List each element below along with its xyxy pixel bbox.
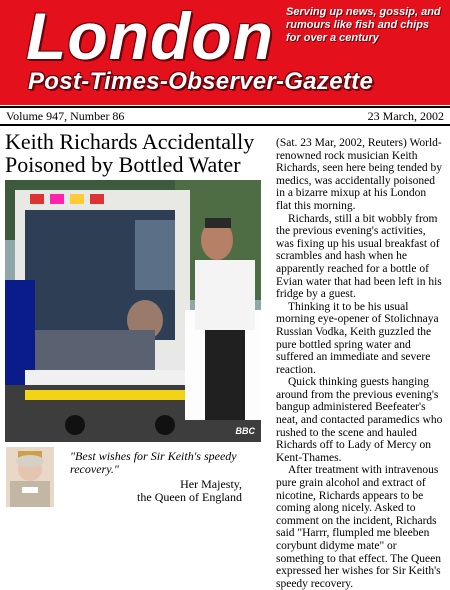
dateline-bar	[0, 106, 450, 126]
quote-text: "Best wishes for Sir Keith's speedy recovery."	[70, 449, 237, 476]
newspaper-name: London	[26, 0, 274, 73]
attribution-line-2: the Queen of England	[137, 490, 242, 504]
attribution-line-1: Her Majesty,	[180, 477, 242, 491]
article-paragraph: Quick thinking guests hanging around from the previous evening's bangup administered Beefeater's neat, and contacted paramedics who rushed to the scene and hauled Richards off to Lady of Mercy on Kent-Thames.	[276, 376, 443, 464]
masthead	[0, 0, 450, 105]
article-paragraph: (Sat. 23 Mar, 2002, Reuters) World-renowned rock musician Keith Richards, seen here being tended by medics, was accidentally poisoned in a bizarre mixup at his London flat this morning.	[276, 137, 443, 212]
article-paragraph: After treatment with intravenous pure grain alcohol and extract of nicotine, Richards appears to be coming along nicely. Asked to comment on the incident, Richards said "Harrr, flumpled me bleeben corybunt didyme mate" or something to that effect. The Queen expressed her wishes for Sir Keith's speedy recovery.	[276, 464, 441, 590]
ambulance-photo-illustration	[5, 180, 261, 442]
newspaper-subname: Post-Times-Observer-Gazette	[28, 68, 374, 95]
article-body	[276, 137, 444, 590]
article-paragraph: Thinking it to be his usual morning eye-opener of Stolichnaya Russian Vodka, Keith guzzled the pure bottled spring water and suffered an immediate and severe reaction.	[276, 300, 439, 376]
quote-attribution	[70, 478, 260, 504]
ambulance-photo	[5, 180, 261, 442]
issue-date: 23 March, 2002	[367, 109, 444, 123]
queen-quote	[70, 450, 260, 504]
queen-portrait	[6, 447, 54, 507]
volume-number: Volume 947, Number 86	[6, 109, 125, 123]
queen-portrait-illustration	[6, 447, 54, 507]
photo-credit: BBC	[235, 426, 255, 436]
headline: Keith Richards Accidentally Poisoned by Bottled Water	[5, 129, 255, 177]
article-paragraph: Richards, still a bit wobbly from the previous evening's activities, was fixing up his usual breakfast of scrambles and hash when he apparently reached for a bottle of Evian water that had been left in his fridge by a guest.	[276, 212, 442, 301]
newspaper-slogan: Serving up news, gossip, and rumours like fish and chips for over a century	[286, 6, 441, 44]
